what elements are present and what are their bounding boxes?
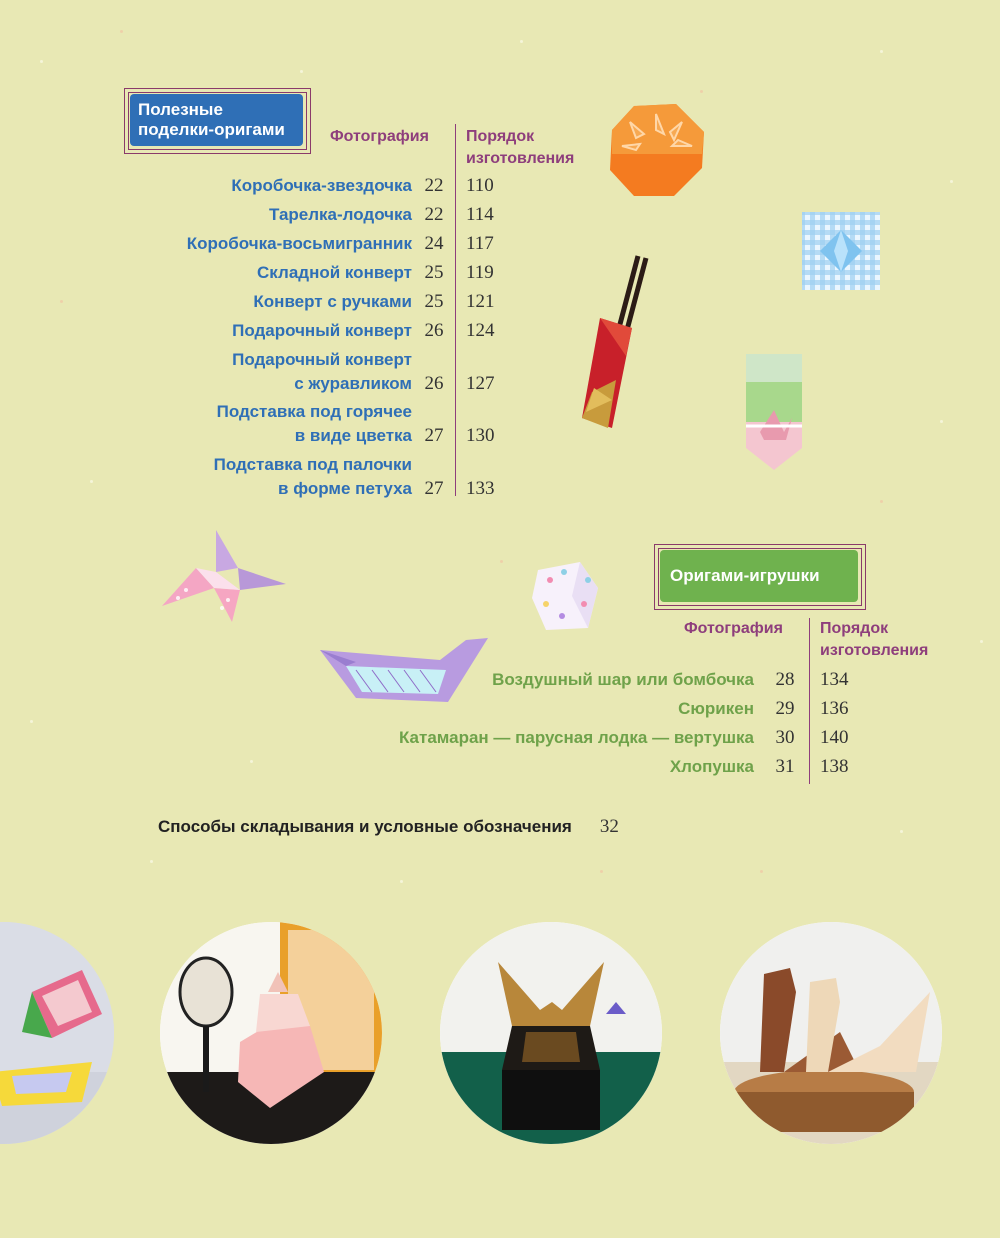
item-photo-page: 22 bbox=[424, 175, 444, 196]
item-order-page: 138 bbox=[820, 756, 849, 777]
item-order-page: 117 bbox=[466, 233, 494, 254]
orange-octagon-box-icon bbox=[604, 100, 708, 200]
list-item bbox=[120, 400, 495, 448]
item-photo-page: 29 bbox=[775, 698, 795, 719]
item-name: Конверт с ручками bbox=[253, 292, 412, 311]
list-item bbox=[120, 174, 494, 198]
swan-figures-photo bbox=[720, 922, 942, 1144]
list-item bbox=[120, 203, 494, 227]
item-name: Катамаран — парусная лодка — вертушка bbox=[398, 728, 754, 747]
item-name-line2: с журавликом bbox=[294, 374, 412, 393]
crane-envelope-icon bbox=[740, 348, 808, 472]
item-name: Хлопушка bbox=[669, 757, 754, 776]
item-order-page: 134 bbox=[820, 669, 849, 690]
list-item bbox=[300, 726, 849, 750]
item-photo-page: 27 bbox=[424, 425, 444, 446]
list-item bbox=[120, 319, 495, 343]
item-order-page: 133 bbox=[466, 478, 495, 499]
item-order-page: 127 bbox=[466, 373, 495, 394]
item-photo-page: 28 bbox=[775, 669, 795, 690]
section2-col-photo: Фотография bbox=[684, 620, 783, 637]
item-photo-page: 26 bbox=[424, 320, 444, 341]
section1-title-badge bbox=[130, 94, 303, 146]
section1-col-photo: Фотография bbox=[330, 128, 429, 145]
section2-col-order bbox=[820, 618, 928, 662]
item-name: Сюрикен bbox=[678, 699, 754, 718]
blue-gingham-envelope-icon bbox=[800, 210, 882, 292]
item-name: Складной конверт bbox=[257, 263, 412, 282]
section1-title-line1: Полезные bbox=[138, 100, 223, 119]
list-item bbox=[120, 290, 495, 314]
section2-col-order-line1: Порядок bbox=[820, 620, 889, 637]
folding-methods-entry bbox=[158, 816, 619, 838]
item-photo-page: 25 bbox=[424, 291, 444, 312]
item-photo-page: 22 bbox=[424, 204, 444, 225]
item-photo-page: 26 bbox=[424, 373, 444, 394]
list-item bbox=[120, 232, 494, 256]
item-photo-page: 31 bbox=[775, 756, 795, 777]
list-item bbox=[300, 755, 849, 779]
item-name-line1: Подставка под горячее bbox=[216, 402, 412, 421]
section2-col-order-line2: изготовления bbox=[820, 642, 929, 659]
catamaran-boat-icon bbox=[316, 620, 492, 710]
section2-title-badge: Оригами-игрушки bbox=[660, 550, 858, 602]
item-order-page: 114 bbox=[466, 204, 494, 225]
item-photo-page: 27 bbox=[424, 478, 444, 499]
item-name-line1: Подарочный конверт bbox=[232, 350, 412, 369]
item-name-line1: Подставка под палочки bbox=[213, 455, 412, 474]
item-photo-page: 24 bbox=[424, 233, 444, 254]
item-photo-page: 25 bbox=[424, 262, 444, 283]
samurai-helmet-photo bbox=[440, 922, 662, 1144]
item-order-page: 140 bbox=[820, 727, 849, 748]
item-order-page: 119 bbox=[466, 262, 494, 283]
item-name: Коробочка-звездочка bbox=[231, 176, 412, 195]
item-order-page: 136 bbox=[820, 698, 849, 719]
section1-col-order-line1: Порядок bbox=[466, 128, 535, 145]
item-order-page: 130 bbox=[466, 425, 495, 446]
section1-title-line2: поделки-оригами bbox=[138, 120, 285, 139]
item-name: Коробочка-восьмигранник bbox=[186, 234, 412, 253]
section1-col-order bbox=[466, 126, 574, 170]
folding-methods-text: Способы складывания и условные обозначения bbox=[158, 817, 572, 836]
section1-col-order-line2: изготовления bbox=[466, 150, 575, 167]
shuriken-icon bbox=[156, 524, 290, 624]
item-order-page: 124 bbox=[466, 320, 495, 341]
item-order-page: 121 bbox=[466, 291, 495, 312]
item-photo-page: 30 bbox=[775, 727, 795, 748]
candy-box-photo bbox=[0, 922, 114, 1144]
red-chopstick-holder-icon bbox=[572, 252, 650, 432]
list-item bbox=[120, 348, 495, 396]
list-item bbox=[120, 453, 495, 501]
folding-methods-page: 32 bbox=[599, 816, 619, 837]
list-item bbox=[120, 261, 494, 285]
item-order-page: 110 bbox=[466, 175, 494, 196]
item-name: Воздушный шар или бомбочка bbox=[492, 670, 754, 689]
hina-doll-photo bbox=[160, 922, 382, 1144]
item-name-line2: в форме петуха bbox=[278, 479, 412, 498]
item-name: Тарелка-лодочка bbox=[269, 205, 412, 224]
paper-balloon-icon bbox=[528, 558, 604, 634]
item-name: Подарочный конверт bbox=[232, 321, 412, 340]
item-name-line2: в виде цветка bbox=[294, 426, 412, 445]
